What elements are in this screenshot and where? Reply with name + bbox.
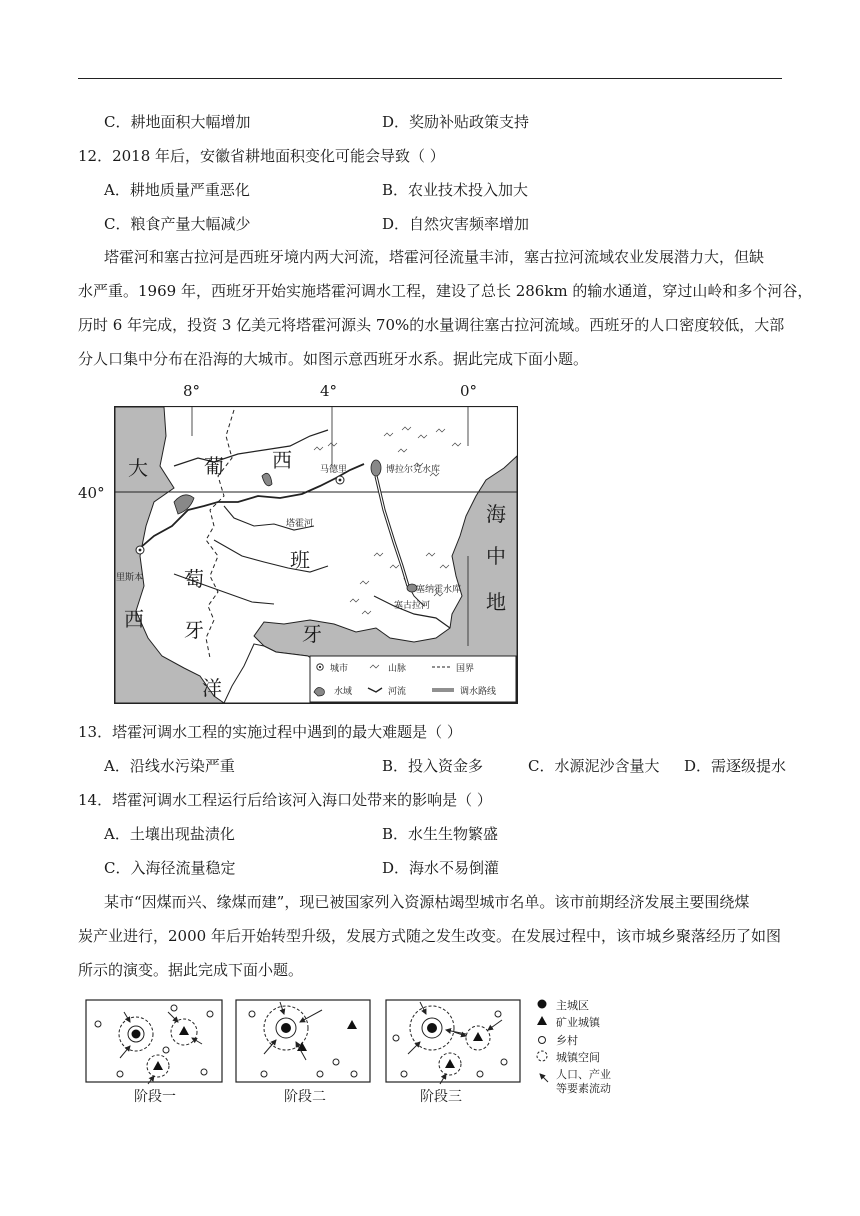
legend-town-space: 城镇空间 (556, 1051, 600, 1064)
q13-option-c[interactable]: C．水源泥沙含量大 (528, 757, 660, 775)
legend-route: 调水路线 (460, 687, 497, 697)
q14-option-b[interactable]: B．水生生物繁盛 (382, 825, 499, 843)
passage1-line2: 水严重。1969 年，西班牙开始实施塔霍河调水工程，建设了总长 286km 的输水通道，穿过山岭和多个河谷， (78, 282, 813, 300)
map-spain-1: 西 (272, 448, 292, 472)
legend-main-city: 主城区 (556, 999, 589, 1012)
map-label-cenajo: 塞纳霍水库 (416, 585, 462, 595)
legend-river: 河流 (388, 687, 407, 697)
q12-option-c[interactable]: C．粮食产量大幅减少 (104, 215, 251, 233)
map-ocean-1: 大 (128, 456, 148, 480)
passage2-line1: 某市“因煤而兴、缘煤而建”，现已被国家列入资源枯竭型城市名单。该市前期经济发展主要围绕煤 (104, 893, 750, 911)
map-portugal-3: 牙 (184, 618, 204, 642)
map-spain-2: 班 (290, 548, 310, 572)
q12-option-d[interactable]: D．自然灾害频率增加 (382, 215, 530, 233)
header-rule (78, 78, 782, 79)
map-canvas (114, 406, 518, 704)
map-ocean-2: 西 (124, 607, 144, 631)
map-label-lisbon: 里斯本 (116, 573, 144, 583)
q14-stem: 14．塔霍河调水工程运行后给该河入海口处带来的影响是（ ） (78, 791, 492, 809)
q14-option-d[interactable]: D．海水不易倒灌 (382, 859, 500, 877)
legend-flow-line1: 人口、产业 (556, 1068, 611, 1081)
q13-option-a[interactable]: A．沿线水污染严重 (104, 757, 235, 775)
map-spain-3: 牙 (302, 622, 322, 646)
q12-option-a[interactable]: A．耕地质量严重恶化 (104, 181, 250, 199)
legend-city: 城市 (330, 664, 349, 674)
stage-3-label: 阶段三 (420, 1089, 462, 1105)
stage-1-label: 阶段一 (134, 1089, 176, 1105)
map-med-2: 中 (486, 544, 506, 568)
passage1-line1: 塔霍河和塞古拉河是西班牙境内两大河流，塔霍河径流量丰沛，塞古拉河流域农业发展潜力大，但缺 (104, 248, 765, 266)
map-portugal-2: 萄 (184, 567, 204, 591)
q13-stem: 13．塔霍河调水工程的实施过程中遇到的最大难题是（ ） (78, 723, 462, 741)
legend-flow-line2: 等要素流动 (556, 1082, 611, 1095)
map-label-madrid: 马德里 (320, 465, 348, 475)
passage2-line2: 炭产业进行，2000 年后开始转型升级，发展方式随之发生改变。在发展过程中，该市城乡聚落经历了如图 (78, 927, 781, 945)
passage1-line3: 历时 6 年完成，投资 3 亿美元将塔霍河源头 70%的水量调往塞古拉河流域。西班牙的人口密度较低，大部 (78, 316, 785, 334)
q11-option-c[interactable]: C．耕地面积大幅增加 (104, 113, 251, 131)
q12-option-b[interactable]: B．农业技术投入加大 (382, 181, 529, 199)
map-label-segura: 塞古拉河 (394, 601, 431, 611)
map-med-1: 海 (486, 502, 506, 526)
stage-2-label: 阶段二 (284, 1089, 326, 1105)
passage2-line3: 所示的演变。据此完成下面小题。 (78, 961, 304, 979)
legend-mining-town: 矿业城镇 (556, 1016, 600, 1029)
legend-water: 水域 (334, 687, 353, 697)
passage1-line4: 分人口集中分布在沿海的大城市。如图示意西班牙水系。据此完成下面小题。 (78, 350, 589, 368)
q14-option-a[interactable]: A．土壤出现盐渍化 (104, 825, 235, 843)
legend-mountain: 山脉 (388, 664, 407, 674)
lat-label-40: 40° (78, 484, 105, 502)
q12-stem: 12．2018 年后，安徽省耕地面积变化可能会导致（ ） (78, 147, 445, 165)
legend-village: 乡村 (556, 1034, 578, 1047)
lon-label-4: 4° (320, 382, 338, 400)
map-med-3: 地 (486, 590, 506, 614)
legend-border: 国界 (456, 664, 475, 674)
q11-option-d[interactable]: D．奖励补贴政策支持 (382, 113, 530, 131)
map-portugal-1: 葡 (204, 454, 224, 478)
map-label-bolarque: 博拉尔克水库 (386, 465, 441, 475)
map-label-tajo: 塔霍河 (286, 519, 314, 529)
lon-label-0: 0° (460, 382, 478, 400)
q13-option-d[interactable]: D．需逐级提水 (684, 757, 787, 775)
map-ocean-3: 洋 (202, 676, 222, 700)
lon-label-8: 8° (183, 382, 201, 400)
q14-option-c[interactable]: C．入海径流量稳定 (104, 859, 236, 877)
q13-option-b[interactable]: B．投入资金多 (382, 757, 484, 775)
